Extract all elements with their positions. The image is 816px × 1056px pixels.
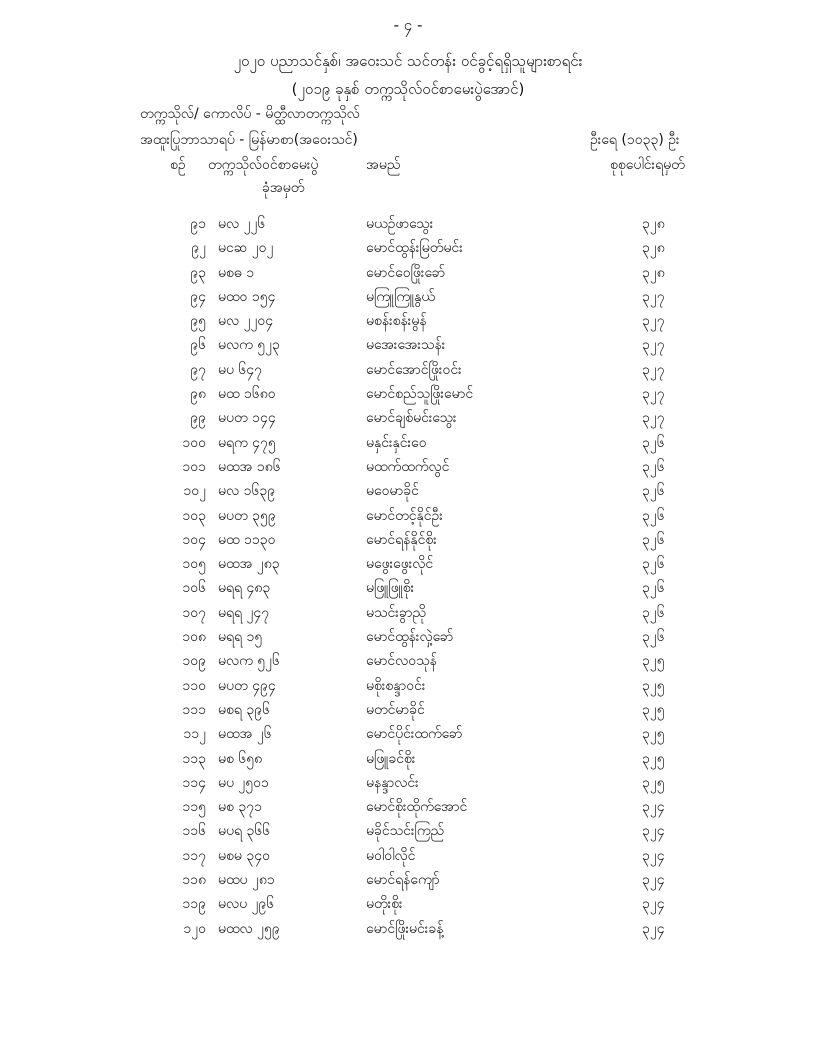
roll-number-cell: မထအ ၂၆ <box>218 726 272 743</box>
name-cell: မတိုးစိုး <box>366 896 403 913</box>
serial-cell: ၁၁၀ <box>182 677 206 694</box>
serial-cell: ၉၂ <box>191 240 206 257</box>
table-row <box>0 261 816 285</box>
serial-cell: ၁၀၅ <box>182 556 206 573</box>
total-marks-cell: ၃၂၆ <box>642 531 665 548</box>
name-cell: မောင်ချစ်မင်းသွေး <box>366 410 457 427</box>
serial-cell: ၁၁၉ <box>182 896 206 913</box>
roll-number-cell: မရရ ၂၄၇ <box>218 604 270 621</box>
table-row <box>0 819 816 843</box>
serial-cell: ၁၁၅ <box>182 799 206 816</box>
name-cell: မောင်ဝေဖြိုးခော် <box>366 264 446 281</box>
roll-number-cell: မထဝ ၁၅၄ <box>218 288 276 305</box>
table-row <box>0 431 816 455</box>
table-row <box>0 333 816 357</box>
roll-number-cell: မလပ ၂၉၆ <box>218 896 275 913</box>
table-row <box>0 795 816 819</box>
name-cell: မကြူကြူနွယ် <box>366 288 435 305</box>
serial-cell: ၁၀၉ <box>182 653 206 670</box>
total-marks-cell: ၃၂၆ <box>642 507 665 524</box>
total-marks-cell: ၃၂၅ <box>642 774 665 791</box>
name-cell: မောင်ပိုင်းထက်ခော် <box>366 726 463 743</box>
roll-number-cell: မထအ ၁၈၆ <box>218 458 281 475</box>
table-row <box>0 479 816 503</box>
document-title: ၂၀၂၀ ပညာသင်နှစ်၊ အဝေးသင် သင်တန်း ဝင်ခွင့်ရရှိသူများစာရင်း <box>233 52 583 70</box>
total-marks-cell: ၃၂၄ <box>642 920 665 937</box>
serial-cell: ၁၀၆ <box>182 580 206 597</box>
serial-cell: ၁၁၈ <box>182 872 206 889</box>
total-marks-cell: ၃၂၄ <box>642 799 665 816</box>
serial-cell: ၁၁၁ <box>182 701 206 718</box>
table-row <box>0 309 816 333</box>
roll-number-cell: မစဓ ၁ <box>218 264 255 281</box>
total-marks-cell: ၃၂၄ <box>642 872 665 889</box>
name-cell: မောင်ဖြိုးမင်းခန့် <box>366 920 444 937</box>
serial-cell: ၁၀၂ <box>183 483 206 500</box>
name-cell: မောင်တင့်နိုင်ဦး <box>366 507 443 524</box>
total-marks-cell: ၃၂၄ <box>642 823 665 840</box>
serial-cell: ၁၀၄ <box>182 531 206 548</box>
roll-number-cell: မလ ၂၂၀၄ <box>218 313 274 330</box>
roll-number-cell: မစ ၆၅၈ <box>218 750 263 767</box>
name-cell: မဝါဝါလိုင် <box>366 847 416 864</box>
header-serial: စဉ် <box>170 157 186 173</box>
roll-number-cell: မငဆ ၂၀၂ <box>218 240 274 257</box>
name-cell: မခိုင်သင်းကြည် <box>366 823 445 840</box>
total-marks-cell: ၃၂၈ <box>642 216 665 232</box>
serial-cell: ၁၁၂ <box>183 726 206 743</box>
name-cell: မောင်ရန်နိုင်စိုး <box>366 531 437 548</box>
table-row <box>0 576 816 600</box>
name-cell: မောင်ထွန်းမြတ်မင်း <box>366 240 463 257</box>
total-marks-cell: ၃၂၇ <box>642 361 665 378</box>
name-cell: မောင်လဝသုန် <box>366 653 437 670</box>
header-roll-number: တက္ကသိုလ်ဝင်စာမေးပွဲ <box>208 157 319 173</box>
roll-number-cell: မထပ ၂၈၁ <box>218 872 275 889</box>
roll-number-cell: မထ ၁၆၈၀ <box>218 386 276 403</box>
name-cell: မဖြူဖြူစိုး <box>366 580 415 597</box>
serial-cell: ၉၉ <box>190 410 206 427</box>
name-cell: မသင်းခွာညို <box>366 604 427 621</box>
total-marks-cell: ၃၂၄ <box>642 896 665 913</box>
roll-number-cell: မပတ ၃၅၉ <box>218 507 276 524</box>
name-cell: မနန္ဒာလင်း <box>366 774 419 791</box>
serial-cell: ၁၁၃ <box>182 750 206 767</box>
serial-cell: ၁၁၄ <box>182 774 206 791</box>
serial-cell: ၉၈ <box>190 386 206 403</box>
total-marks-cell: ၃၂၈ <box>642 264 665 281</box>
serial-cell: ၉၁ <box>190 216 206 232</box>
total-marks-cell: ၃၂၆ <box>642 604 665 621</box>
table-row <box>0 285 816 309</box>
table-row <box>0 358 816 382</box>
header-total-marks: စုစုပေါင်းရမှတ် <box>610 157 685 173</box>
total-marks-cell: ၃၂၈ <box>642 240 665 257</box>
total-marks-cell: ၃၂၅ <box>642 701 665 718</box>
serial-cell: ၁၀၈ <box>182 629 206 646</box>
serial-cell: ၁၁၆ <box>182 823 206 840</box>
roll-number-cell: မပတ ၄၉၄ <box>218 677 276 694</box>
serial-cell: ၉၅ <box>190 313 206 330</box>
serial-cell: ၁၀၇ <box>182 604 206 621</box>
total-marks-cell: ၃၂၆ <box>642 458 665 475</box>
roll-number-cell: မလက ၅၂၆ <box>218 653 280 670</box>
count-line: ဦးရေ (၁၀၃၃) ဦး <box>590 132 680 148</box>
roll-number-cell: မပ ၆၄၇ <box>218 361 263 378</box>
serial-cell: ၁၂၀ <box>183 920 206 937</box>
total-marks-cell: ၃၂၅ <box>642 726 665 743</box>
name-cell: မထက်ထက်လွင် <box>366 458 450 475</box>
table-row <box>0 892 816 916</box>
name-cell: မောင်အောင်ဖြိုးဝင်း <box>366 361 462 378</box>
roll-number-cell: မထအ ၂၈၃ <box>218 556 280 573</box>
table-row <box>0 504 816 528</box>
roll-number-cell: မပတ ၁၄၄ <box>218 410 276 427</box>
total-marks-cell: ၃၂၇ <box>642 337 665 354</box>
name-cell: မောင်ထွန်းလှဲ့ခော် <box>366 629 454 646</box>
name-cell: မစိုးစန္ဒာဝင်း <box>366 677 426 694</box>
roll-number-cell: မလ ၁၆၃၉ <box>218 483 276 500</box>
serial-cell: ၁၀၁ <box>182 458 206 475</box>
table-row <box>0 601 816 625</box>
total-marks-cell: ၃၂၇ <box>642 386 665 403</box>
table-row <box>0 552 816 576</box>
name-cell: မဖွေးဖွေးလိုင် <box>366 556 434 573</box>
name-cell: မောင်စိုးထိုက်အောင် <box>366 799 468 816</box>
total-marks-cell: ၃၂၆ <box>642 483 665 500</box>
name-cell: မောင်စည်သူဖြိုးမောင် <box>366 386 474 403</box>
table-row <box>0 674 816 698</box>
total-marks-cell: ၃၂၄ <box>642 847 665 864</box>
results-table <box>0 212 816 941</box>
header-name: အမည် <box>366 157 401 173</box>
total-marks-cell: ၃၂၅ <box>642 653 665 670</box>
serial-cell: ၁၀၃ <box>182 507 206 524</box>
serial-cell: ၁၀၀ <box>182 434 206 451</box>
page-number: - ၄ - <box>393 16 423 34</box>
table-row <box>0 406 816 430</box>
table-row <box>0 625 816 649</box>
serial-cell: ၉၄ <box>190 288 206 305</box>
table-row <box>0 722 816 746</box>
total-marks-cell: ၃၂၆ <box>642 580 665 597</box>
roll-number-cell: မလက ၅၂၃ <box>218 337 280 354</box>
name-cell: မစန်းစန်းမွန် <box>366 313 427 330</box>
serial-cell: ၉၃ <box>190 264 206 281</box>
total-marks-cell: ၃၂၇ <box>642 313 665 330</box>
roll-number-cell: မပ ၂၅၀၁ <box>218 774 269 791</box>
table-row <box>0 212 816 236</box>
name-cell: မောင်ရန်ကျော် <box>366 872 440 889</box>
roll-number-cell: မထလ ၂၅၉ <box>218 920 280 937</box>
table-row <box>0 455 816 479</box>
serial-cell: ၉၆ <box>190 337 206 354</box>
serial-cell: ၁၁၇ <box>182 847 206 864</box>
table-row <box>0 844 816 868</box>
name-cell: မနှင်းနှင်းဝေ <box>366 434 427 451</box>
name-cell: မတင်မာခိုင် <box>366 701 425 718</box>
total-marks-cell: ၃၂၇ <box>642 288 665 305</box>
roll-number-cell: မစမ ၃၄၀ <box>218 847 270 864</box>
total-marks-cell: ၃၂၆ <box>642 556 665 573</box>
roll-number-cell: မစရ ၃၉၆ <box>218 701 270 718</box>
roll-number-cell: မရရ ၄၈၃ <box>218 580 271 597</box>
table-row <box>0 382 816 406</box>
name-cell: မယဉ်ဖာသွေး <box>366 216 434 232</box>
name-cell: မဖြူခင်စိုး <box>366 750 416 767</box>
table-row <box>0 236 816 260</box>
total-marks-cell: ၃၂၆ <box>642 629 665 646</box>
table-row <box>0 528 816 552</box>
name-cell: မဝေမာခိုင် <box>366 483 419 500</box>
roll-number-cell: မထ ၁၁၃၀ <box>218 531 276 548</box>
total-marks-cell: ၃၂၅ <box>642 677 665 694</box>
major-line: အထူးပြုဘာသာရပ် - မြန်မာစာ(အဝေးသင်) <box>140 132 358 148</box>
roll-number-cell: မပရ ၃၆၆ <box>218 823 271 840</box>
total-marks-cell: ၃၂၆ <box>642 434 665 451</box>
table-row <box>0 771 816 795</box>
roll-number-cell: မစ ၃၇၁ <box>218 799 262 816</box>
table-row <box>0 868 816 892</box>
serial-cell: ၉၇ <box>190 361 206 378</box>
roll-number-cell: မလ ၂၂၆ <box>218 216 266 232</box>
table-row <box>0 917 816 941</box>
table-row <box>0 698 816 722</box>
university-line: တက္ကသိုလ်/ ကောလိပ် - မိတ္ထီလာတက္ကသိုလ် <box>140 106 360 122</box>
table-row <box>0 649 816 673</box>
document-subtitle: (၂၀၁၉ ခုနှစ် တက္ကသိုလ်ဝင်စာမေးပွဲအောင်) <box>291 80 525 98</box>
header-roll-number-line2: ခုံအမှတ် <box>262 180 305 196</box>
roll-number-cell: မရက ၄၇၅ <box>218 434 276 451</box>
roll-number-cell: မရရ ၁၅ <box>218 629 263 646</box>
total-marks-cell: ၃၂၇ <box>642 410 665 427</box>
total-marks-cell: ၃၂၅ <box>642 750 665 767</box>
table-row <box>0 747 816 771</box>
name-cell: မအေးအေးသန်း <box>366 337 446 354</box>
